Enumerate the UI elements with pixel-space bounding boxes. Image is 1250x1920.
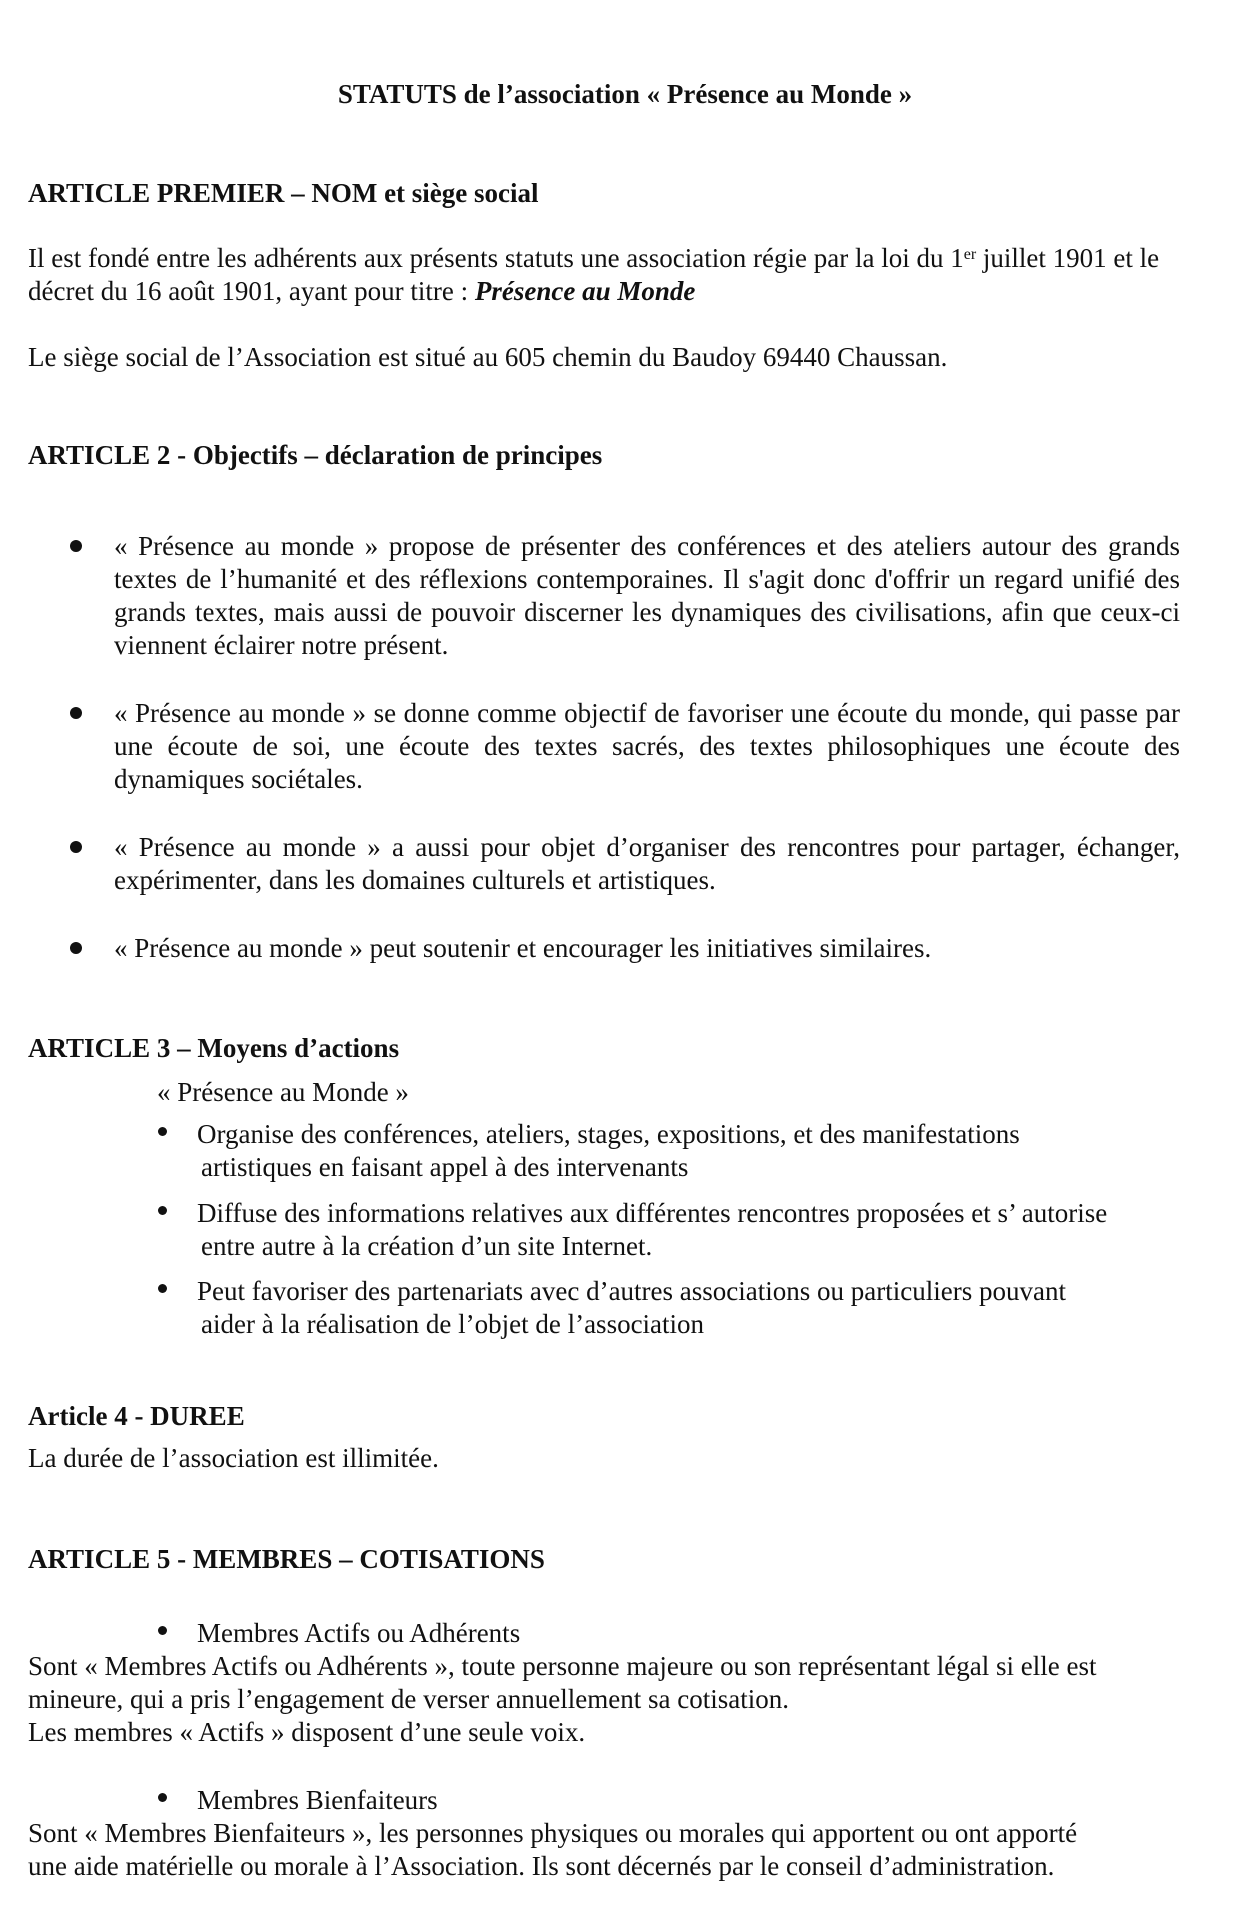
bullet-icon [158,1127,167,1136]
article-1-heading: ARTICLE PREMIER – NOM et siège social [28,178,539,208]
document-title: STATUTS de l’association « Présence au Monde » [337,79,913,109]
article-4-text: La durée de l’association est illimitée. [28,1443,439,1473]
bullet-icon [158,1284,167,1293]
article-2-bullet-3: « Présence au monde » a aussi pour objet d’organiser des rencontres pour partager, échanger, expérimenter, dans les domaines culturels et artistiques. [114,832,1180,895]
association-name: Présence au Monde [474,276,696,306]
article-3-bullet-3-line-1: Peut favoriser des partenariats avec d’autres associations ou particuliers pouvant [197,1276,1066,1306]
article-2-bullet-2: « Présence au monde » se donne comme objectif de favoriser une écoute du monde, qui passe par une écoute de soi, une écoute des textes sacrés, des textes philosophiques une écoute des dynamiques sociétales. [114,698,1180,794]
members-benefactor-line-2: une aide matérielle ou morale à l’Association. Ils sont décernés par le conseil d’administration. [28,1851,1055,1881]
bullet-icon [158,1626,167,1635]
article-3-bullet-1 [197,1118,1157,1184]
article-3-bullet-2-line-2: entre autre à la création d’un site Internet. [201,1231,653,1261]
article-1-text-a: Il est fondé entre les adhérents aux présents statuts une association régie par la loi du 1 [28,243,964,273]
article-3-intro: « Présence au Monde » [157,1077,409,1107]
bullet-icon [70,841,82,853]
bullet-icon [158,1206,167,1215]
article-3-bullet-3-line-2: aider à la réalisation de l’objet de l’association [201,1309,705,1339]
article-3-bullet-1-line-2: artistiques en faisant appel à des intervenants [201,1152,689,1182]
members-active-line-3: Les membres « Actifs » disposent d’une seule voix. [28,1717,586,1747]
article-3-bullet-2-line-1: Diffuse des informations relatives aux différentes rencontres proposées et s’ autorise [197,1198,1108,1228]
article-4-heading: Article 4 - DUREE [28,1401,245,1431]
article-3-bullet-3 [197,1275,1157,1341]
members-active-line-2: mineure, qui a pris l’engagement de verser annuellement sa cotisation. [28,1684,789,1714]
article-3-bullet-2 [197,1197,1157,1263]
members-benefactor-line-1: Sont « Membres Bienfaiteurs », les personnes physiques ou morales qui apportent ou ont apporté [28,1818,1078,1848]
bullet-icon [70,540,82,552]
article-2-bullet-4: « Présence au monde » peut soutenir et encourager les initiatives similaires. [114,933,932,963]
article-5-heading: ARTICLE 5 - MEMBRES – COTISATIONS [28,1544,545,1574]
bullet-icon [158,1793,167,1802]
article-1-text-b: juillet 1901 et le décret du 16 août 1901, ayant pour titre : [28,243,1160,306]
bullet-icon [70,707,82,719]
members-active-line-1: Sont « Membres Actifs ou Adhérents », toute personne majeure ou son représentant légal si elle est [28,1651,1097,1681]
article-3-heading: ARTICLE 3 – Moyens d’actions [28,1033,400,1063]
article-2-heading: ARTICLE 2 - Objectifs – déclaration de principes [28,440,603,470]
article-1-paragraph-2: Le siège social de l’Association est situé au 605 chemin du Baudoy 69440 Chaussan. [28,342,948,372]
article-3-bullet-1-line-1: Organise des conférences, ateliers, stages, expositions, et des manifestations [197,1119,1020,1149]
bullet-icon [70,942,82,954]
article-2-bullet-1: « Présence au monde » propose de présenter des conférences et des ateliers autour des grands textes de l’humanité et des réflexions contemporaines. Il s'agit donc d'offrir un regard unifié des grands textes, mais aussi de pouvoir discerner les dynamiques des civilisations, afin que ceux-ci viennent éclairer notre présent. [114,531,1180,660]
members-active-label: Membres Actifs ou Adhérents [197,1618,521,1648]
members-benefactor-label: Membres Bienfaiteurs [197,1785,438,1815]
article-1-paragraph-1 [28,242,1180,308]
ordinal-superscript: er [963,246,977,263]
